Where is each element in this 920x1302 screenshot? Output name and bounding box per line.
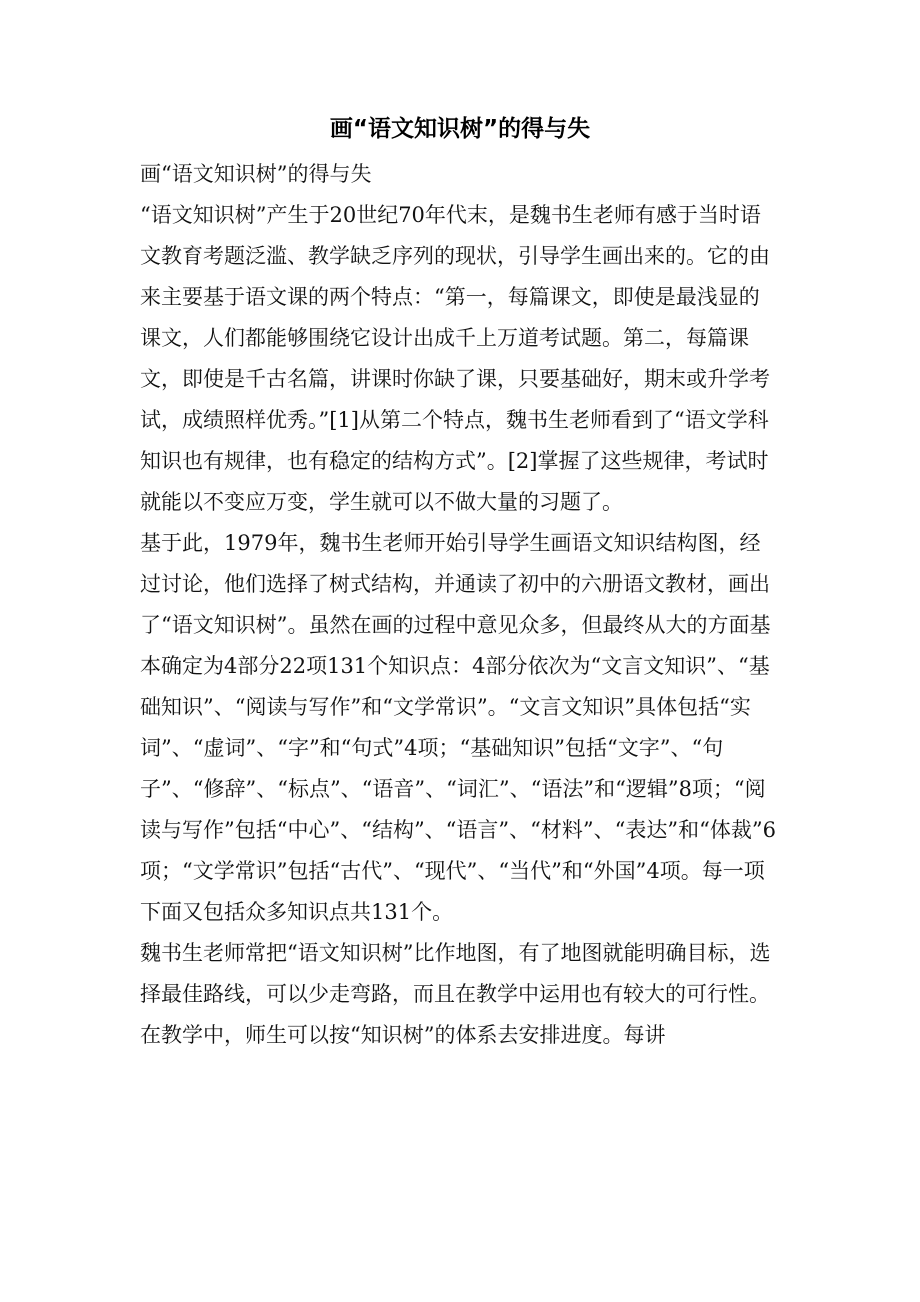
document-title: 画“语文知识树”的得与失 bbox=[329, 116, 591, 142]
body-paragraph: “语文知识树”产生于20世纪70年代末，是魏书生老师有感于当时语文教育考题泛滥、教学缺乏序列的现状，引导学生画出来的。它的由来主要基于语文课的两个特点：“第一，每篇课文，即使是最浅显的课文，人们都能够围绕它设计出成千上万道考试题。第二，每篇课文，即使是千古名篇，讲课时你缺了课，只要基础好，期末或升学考试，成绩照样优秀。”[1]从第二个特点，魏书生老师看到了“语文学科知识也有规律，也有稳定的结构方式”。[2]掌握了这些规律，考试时就能以不变应万变，学生就可以不做大量的习题了。 bbox=[140, 203, 770, 514]
document-body bbox=[140, 154, 780, 1056]
subtitle-paragraph: 画“语文知识树”的得与失 bbox=[140, 162, 372, 186]
body-paragraph: 基于此，1979年，魏书生老师开始引导学生画语文知识结构图，经过讨论，他们选择了树式结构，并通读了初中的六册语文教材，画出了“语文知识树”。虽然在画的过程中意见众多，但最终从大的方面基本确定为4部分22项131个知识点：4部分依次为“文言文知识”、“基础知识”、“阅读与写作”和“文学常识”。“文言文知识”具体包括“实词”、“虚词”、“字”和“句式”4项；“基础知识”包括“文字”、“句子”、“修辞”、“标点”、“语音”、“词汇”、“语法”和“逻辑”8项；“阅读与写作”包括“中心”、“结构”、“语言”、“材料”、“表达”和“体裁”6项；“文学常识”包括“古代”、“现代”、“当代”和“外国”4项。每一项下面又包括众多知识点共131个。 bbox=[140, 531, 776, 924]
body-paragraph: 魏书生老师常把“语文知识树”比作地图，有了地图就能明确目标，选择最佳路线，可以少走弯路，而且在教学中运用也有较大的可行性。在教学中，师生可以按“知识树”的体系去安排进度。每讲 bbox=[140, 941, 771, 1047]
